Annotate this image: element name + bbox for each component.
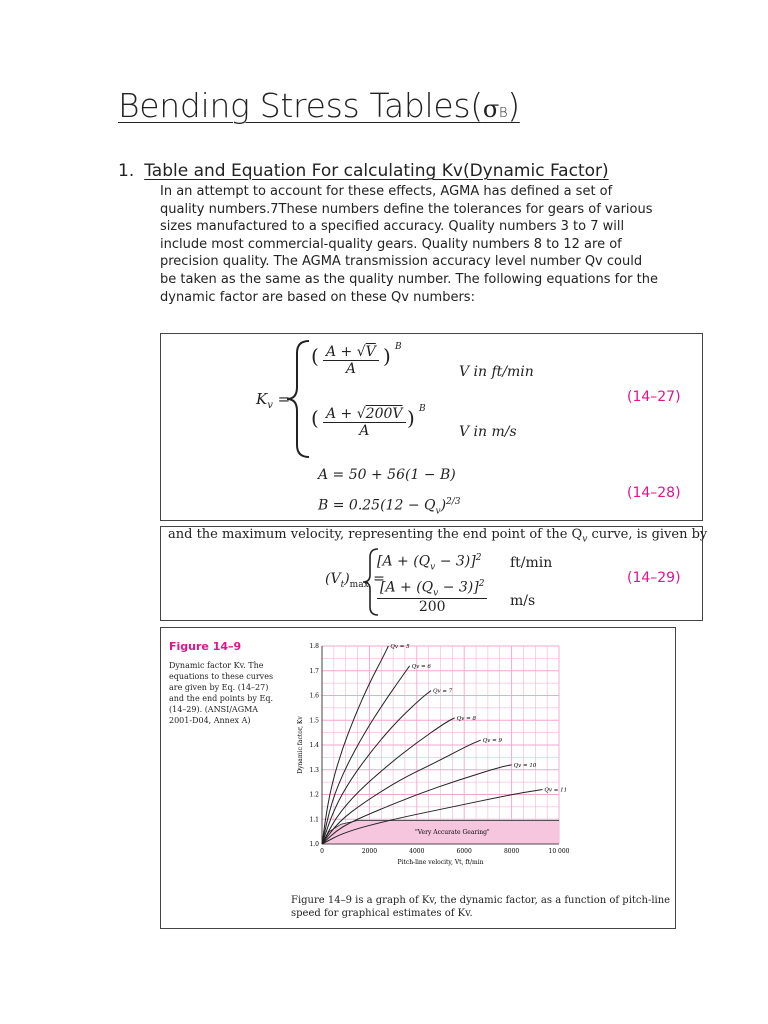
figure-title: Figure 14–9 [169, 640, 242, 653]
kv-case2-exp: B [419, 404, 426, 414]
intro-paragraph: In an attempt to account for these effects, AGMA has defined a set of quality numbers.7These numbers define the tolerances for gears of various sizes manufactured to a specified accuracy. Quality numbers 3 to 7 will include most commercial-quality gears. Quality numbers 8 to 12 are of precision quality. The AGMA transmission accuracy level number Qv could be taken as the same as the quality number. The following equations for the dynamic factor are based on these Qv numbers: [160, 184, 658, 305]
kv-case1-frac: $\frac{A + √V}{A}$ [323, 344, 379, 377]
shaded-region-label: "Very Accurate Gearing" [415, 829, 490, 837]
y-axis-label: Dynamic factor, Kv [297, 716, 304, 774]
x-tick-label: 10 000 [548, 848, 570, 855]
series-label: Qv = 11 [544, 787, 568, 794]
kv-case2-close: ) [407, 406, 415, 430]
y-tick-label: 1.0 [309, 841, 319, 848]
figure-caption: Dynamic factor Kv. The equations to these curves are given by Eq. (14–27) and the end points by Eq. (14–29). (ANSI/AGMA 2001-D04, Annex A) [169, 661, 274, 725]
series-label: Qv = 8 [456, 715, 476, 722]
section-heading [118, 161, 609, 181]
eq-label-14-27: (14–27) [627, 389, 681, 405]
vmax-intro: and the maximum velocity, representing the end point of the $Q_v$ curve, is given by [168, 527, 708, 545]
y-tick-label: 1.8 [309, 643, 319, 650]
eq-label-14-29: (14–29) [627, 570, 681, 586]
series-label: Qv = 9 [482, 738, 503, 745]
sigma-symbol: σ [482, 95, 499, 123]
kv-case2-open: ( [311, 406, 319, 430]
kv-case2-frac: $\frac{A + √200V}{A}$ [323, 406, 406, 439]
kv-case1-close: ) [383, 344, 391, 368]
series-label: Qv = 5 [390, 644, 410, 650]
equation-box-vmax [160, 526, 708, 621]
kv-case1-unit: V in ft/min [459, 364, 534, 380]
section-number: 1. [118, 161, 135, 181]
series-label: Qv = 10 [513, 762, 537, 769]
series-label: Qv = 7 [433, 688, 453, 695]
vmax-unit2: m/s [510, 593, 536, 609]
y-tick-label: 1.1 [309, 816, 319, 824]
kv-case1: ( [311, 344, 319, 368]
series-label: Qv = 6 [411, 663, 431, 670]
kv-chart [286, 640, 586, 880]
x-tick-label: 8000 [503, 848, 520, 855]
eq-label-14-28: (14–28) [627, 485, 681, 501]
figure-box [160, 627, 676, 929]
title-close: ) [507, 86, 520, 125]
y-tick-label: 1.4 [309, 742, 319, 749]
kv-brace [283, 339, 313, 459]
kv-lhs: $K_v$ = [256, 390, 291, 411]
a-equation: A = 50 + 56(1 − B) [318, 467, 456, 483]
figure-note: Figure 14–9 is a graph of Kv, the dynamic factor, as a function of pitch-line speed for graphical estimates of Kv. [291, 895, 671, 919]
x-tick-label: 6000 [456, 848, 472, 855]
vmax-case1: $[A + (Q_v - 3)]^2$ [377, 553, 482, 573]
equation-box-kv [160, 333, 703, 521]
title-text: Bending Stress Tables( [118, 86, 483, 125]
y-tick-label: 1.3 [309, 766, 319, 774]
b-equation: $B = 0.25(12 - Q_v)^{2/3}$ [318, 497, 461, 517]
vmax-lhs: $(V_t)_{max}$ = [325, 571, 385, 590]
section-heading-text: Table and Equation For calculating Kv(Dynamic Factor) [144, 161, 609, 181]
x-tick-label: 2000 [361, 848, 378, 855]
y-tick-label: 1.6 [309, 692, 319, 700]
x-tick-label: 0 [320, 848, 324, 855]
vmax-case2: $\frac{[A + (Q_v - 3)]^2}{200}$ [377, 579, 487, 615]
y-tick-label: 1.5 [309, 717, 319, 725]
vmax-unit1: ft/min [510, 555, 553, 571]
kv-case1-exp: B [395, 342, 402, 352]
y-tick-label: 1.7 [309, 667, 319, 675]
x-axis-label: Pitch-line velocity, Vt, ft/min [397, 859, 484, 866]
x-tick-label: 4000 [409, 848, 425, 855]
page-title [118, 86, 520, 125]
title-subscript: B [498, 106, 508, 121]
kv-case2-unit: V in m/s [459, 424, 517, 440]
y-tick-label: 1.2 [309, 791, 319, 799]
series-line [322, 666, 410, 844]
